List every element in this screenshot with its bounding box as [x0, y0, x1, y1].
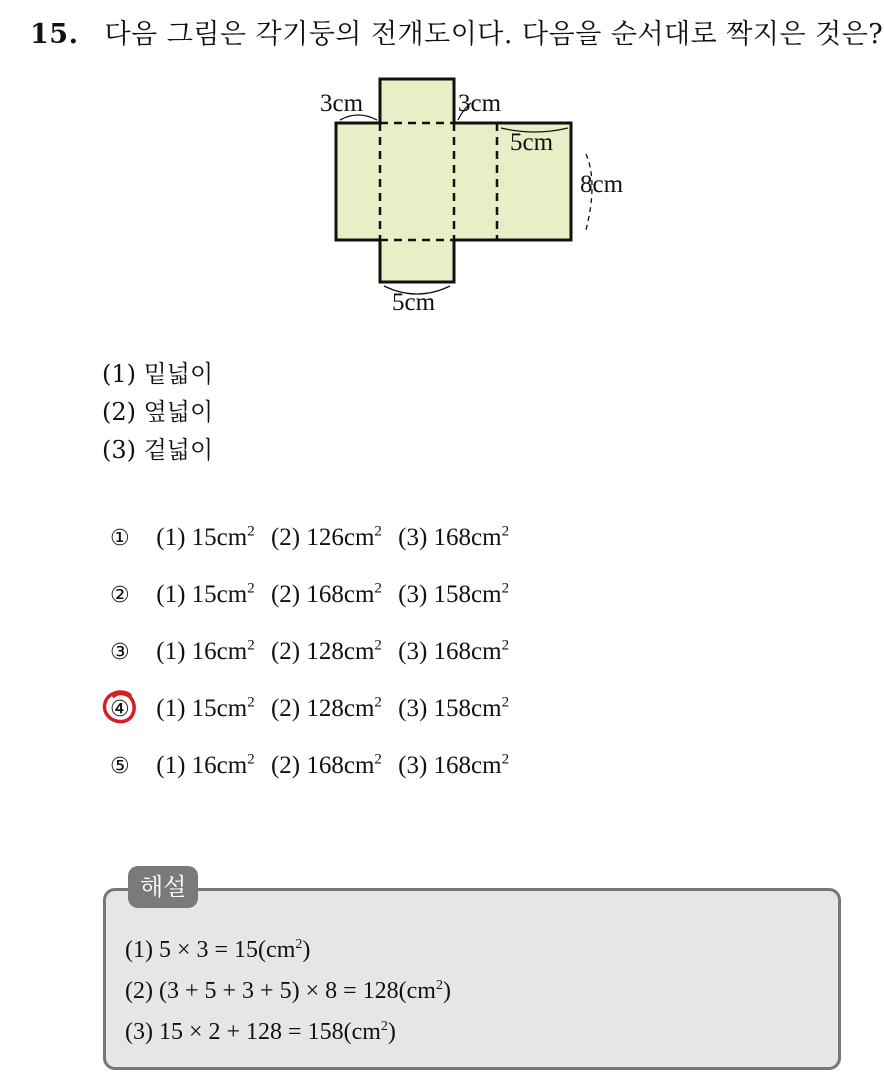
choice-part: [398, 581, 509, 608]
solution-lines: [125, 927, 451, 1050]
choice-text: (1) 15cm: [156, 581, 248, 609]
item-base-area: (1) 밑넓이: [102, 360, 214, 388]
item-list: [102, 355, 213, 469]
choice-part: [156, 752, 254, 779]
choice-part: [398, 638, 509, 665]
choice-text: (3) 168cm: [398, 524, 502, 552]
choice-5[interactable]: [110, 752, 519, 809]
choice-text: (2) 126cm: [270, 524, 375, 552]
superscript: 2: [247, 695, 255, 711]
solution-text: (3) 15 × 2 + 128 = 158(cm: [125, 1019, 381, 1045]
solution-tab: 해설: [128, 866, 198, 908]
solution-text: ): [442, 978, 451, 1004]
superscript: 2: [501, 695, 510, 711]
choice-part: [398, 752, 509, 779]
question-text: 다음 그림은 각기둥의 전개도이다. 다음을 순서대로 짝지은 것은?: [104, 19, 884, 50]
solution-text: ): [387, 1019, 396, 1045]
choice-part: [271, 752, 382, 779]
choice-number: ①: [110, 526, 130, 552]
question-number: 15.: [30, 19, 79, 50]
label-right: 8cm: [580, 171, 624, 198]
choice-text: (2) 128cm: [270, 638, 375, 666]
choice-3[interactable]: [110, 638, 519, 695]
item-lateral-area: (2) 옆넓이: [102, 398, 214, 426]
superscript: 2: [247, 752, 255, 768]
superscript: 2: [374, 695, 382, 711]
choice-number: ④: [110, 697, 130, 723]
solution-text: ): [302, 937, 311, 963]
net-top-face: [380, 79, 454, 123]
choice-text: (1) 16cm: [156, 638, 248, 666]
choice-part: [156, 524, 254, 551]
choice-2[interactable]: [110, 581, 519, 638]
solution-line-1: [125, 927, 451, 968]
solution-line-2: [125, 968, 451, 1009]
item-surface-area: (3) 겉넓이: [102, 436, 214, 464]
solution-text: (1) 5 × 3 = 15(cm: [125, 937, 296, 963]
choice-part: [271, 695, 382, 722]
choice-text: (1) 15cm: [156, 524, 248, 552]
choice-number: ②: [110, 583, 130, 609]
superscript: 2: [380, 1019, 388, 1034]
label-top-left: 3cm: [320, 90, 364, 117]
superscript: 2: [501, 638, 510, 654]
choice-text: (1) 15cm: [156, 695, 248, 723]
choice-part: [398, 695, 509, 722]
choice-part: [156, 581, 254, 608]
choice-1[interactable]: [110, 524, 519, 581]
solution-text: (2) (3 + 5 + 3 + 5) × 8 = 128(cm: [125, 978, 436, 1004]
choice-part: [156, 695, 254, 722]
solution-line-3: [125, 1009, 451, 1050]
choice-part: [156, 638, 254, 665]
question: [30, 12, 883, 51]
label-bottom: 5cm: [392, 289, 436, 316]
superscript: 2: [247, 638, 255, 654]
prism-net-figure: [300, 70, 660, 320]
choice-text: (3) 168cm: [398, 638, 502, 666]
superscript: 2: [501, 524, 510, 540]
superscript: 2: [374, 581, 382, 597]
superscript: 2: [295, 937, 303, 952]
choice-text: (3) 158cm: [398, 581, 502, 609]
choice-part: [271, 581, 382, 608]
superscript: 2: [374, 524, 382, 540]
superscript: 2: [374, 638, 382, 654]
choice-text: (2) 128cm: [270, 695, 375, 723]
choice-text: (3) 168cm: [398, 752, 502, 780]
choice-number: ⑤: [110, 754, 130, 780]
choice-part: [398, 524, 509, 551]
choice-text: (2) 168cm: [270, 581, 375, 609]
choice-part: [271, 638, 382, 665]
label-inner: 5cm: [510, 129, 554, 156]
superscript: 2: [435, 978, 443, 993]
choice-text: (1) 16cm: [156, 752, 248, 780]
choice-text: (2) 168cm: [270, 752, 375, 780]
superscript: 2: [247, 581, 255, 597]
choice-text: (3) 158cm: [398, 695, 502, 723]
label-top-right: 3cm: [458, 90, 502, 117]
superscript: 2: [374, 752, 382, 768]
choice-4[interactable]: [110, 695, 519, 752]
choice-part: [271, 524, 382, 551]
net-bottom-face: [380, 240, 454, 282]
answer-choices: [110, 524, 519, 809]
choice-number: ③: [110, 640, 130, 666]
superscript: 2: [247, 524, 255, 540]
superscript: 2: [501, 581, 510, 597]
superscript: 2: [501, 752, 510, 768]
